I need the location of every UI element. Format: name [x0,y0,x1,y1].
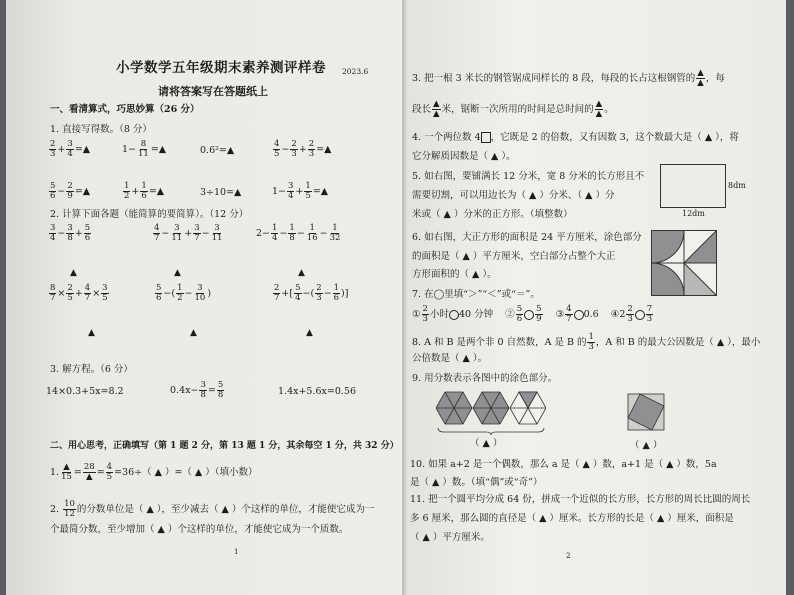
fraction: $\frac{2}{3}$ [316,283,322,303]
fraction: $\frac{1}{3}$ [588,332,594,352]
fraction: $\frac{1}{2}$ [124,181,130,201]
rect-height-label: 8dm [728,181,746,190]
fraction: $\frac{3}{10}$ [194,283,206,303]
fraction: $\frac{5}{4}$ [295,283,301,303]
fraction: $\frac{4}{7}$ [566,304,572,324]
q4-line2: 它分解质因数是（ ▲ ）。 [412,151,516,162]
calc-1: $\frac{2}{3}$ + $\frac{3}{4}$ =▲ [50,139,91,159]
compare-circle [635,310,645,320]
exam-subtitle: 请将答案写在答题纸上 [158,85,268,98]
fraction: $\frac{3}{5}$ [102,283,108,303]
page-number: 1 [234,548,239,556]
fraction: $\frac{7}{3}$ [646,304,653,324]
fraction: $\frac{5}{6}$ [50,181,56,201]
equation-3: 1.4x+5.6x=0.56 [278,386,357,397]
fraction: $\frac{2}{3}$ [50,139,56,159]
q2-heading: 2. 计算下面各题（能简算的要简算）。（12 分） [50,209,249,220]
fraction: $\frac{3}{7}$ [194,223,200,243]
q4-line1: 4. 一个两位数 4 ，它既是 2 的倍数，又有因数 3，这个数最大是（ ▲ ），将 [412,132,739,143]
q6-line3: 方形面积的（ ▲ ）。 [412,269,497,280]
calc-5: $\frac{5}{6}$ − $\frac{2}{9}$ =▲ [50,181,91,201]
fraction: $\frac{3}{8}$ [200,380,206,400]
exam-page-1 [6,0,410,595]
answer-mark: ▲ [70,268,77,278]
q10-line1: 10. 如果 a+2 是一个偶数，那么 a 是（ ▲ ）数，a+1 是（ ▲ ）数，5a [410,459,717,470]
page-crease [402,0,408,595]
fraction: $\frac{4}{7}$ [154,223,160,243]
fraction: $\frac{▲}{15}$ [61,462,72,482]
q1-heading: 1. 直接写得数。（8 分） [50,124,152,135]
calc-4: $\frac{4}{5}$ − $\frac{2}{3}$ + $\frac{2}{3}$ =▲ [274,139,332,159]
answer-mark: ▲ [298,268,305,278]
fraction: $\frac{8}{11}$ [138,139,149,159]
answer-mark: ▲ [190,328,197,338]
q7-heading: 7. 在◯里填“＞”“＜”或“＝”。 [412,289,540,300]
fraction: $\frac{28}{▲}$ [83,462,95,482]
q3-line1: 3. 把一根 3 米长的钢管锯成同样长的 8 段，每段的长占这根钢管的 $\frac{▲}{▲}$ ，每 [412,68,725,88]
fraction: $\frac{1}{6}$ [141,181,147,201]
exam-date: 2023.6 [342,67,369,76]
fraction: $\frac{5}{6}$ [156,283,162,303]
fraction: $\frac{3}{11}$ [211,223,223,243]
calc-7: 3÷10=▲ [200,187,242,198]
q7-items: ① $\frac{2}{3}$ 小时 40 分钟 ② $\frac{5}{6}$ $\frac{5}{9}$ ③ $\frac{4}{7}$ 0.6 ④2 $\frac{2}{3}$ $\frac{7}{3}$ [412,304,653,324]
calc-6: $\frac{1}{2}$ + $\frac{1}{6}$ =▲ [124,181,165,201]
fraction: $\frac{3}{11}$ [171,223,183,243]
blank-box [481,132,491,143]
page-number: 2 [566,552,571,560]
fraction: $\frac{5}{8}$ [217,380,224,400]
compare-circle [574,310,584,320]
q8-line1: 8. A 和 B 是两个非 0 自然数，A 是 B 的 $\frac{1}{3}$ ，A 和 B 的最大公因数是（ ▲ ），最小 [412,332,761,352]
q5-line2: 需要切割，可以用边长为（ ▲ ）分米、（ ▲ ）分 [412,190,615,201]
q9-blank-2: （ ▲ ） [630,440,663,451]
fraction: $\frac{5}{9}$ [536,304,542,324]
answer-mark: ▲ [88,328,95,338]
fraction: $\frac{3}{4}$ [288,181,294,201]
fraction: $\frac{3}{4}$ [67,139,73,159]
q6-line1: 6. 如右图，大正方形的面积是 24 平方厘米，涂色部分 [412,232,642,243]
fraction: $\frac{1}{5}$ [305,181,311,201]
q11-line2: 多 6 厘米，那么圆的直径是（ ▲ ）厘米。长方形的长是（ ▲ ）厘米，面积是 [410,513,734,524]
calc-2-1: $\frac{3}{4}$ − $\frac{3}{8}$ + $\frac{5}{6}$ [50,223,91,243]
section-1-heading: 一、看清算式，巧思妙算（26 分） [50,104,200,115]
fraction: $\frac{1}{8}$ [289,223,295,243]
q10-line2: 是（ ▲ ）数。（填“偶”或“奇”） [410,477,543,488]
calc-2-3: 2− $\frac{1}{4}$ − $\frac{1}{8}$ − $\frac{1}{16}$ − $\frac{1}{32}$ [256,223,341,243]
equation-2: 0.4x− $\frac{3}{8}$ = $\frac{5}{8}$ [170,380,224,400]
square-quarter-circles-figure [651,230,717,296]
calc-2: 1− $\frac{8}{11}$ =▲ [122,139,167,159]
fill-q2-line1: 2. $\frac{10}{12}$ 的分数单位是（ ▲ ），至少减去（ ▲ ）个这样的单位，才能使它成为一 [50,499,375,519]
fraction: $\frac{1}{16}$ [306,223,318,243]
q5-line3: 米或（ ▲ ）分米的正方形。（填整数） [412,209,573,220]
calc-8: 1− $\frac{3}{4}$ + $\frac{1}{5}$ =▲ [272,181,329,201]
fraction: $\frac{▲}{▲}$ [433,99,440,119]
equation-1: 14×0.3+5x=8.2 [46,386,124,397]
fraction: $\frac{1}{32}$ [329,223,341,243]
q9-heading: 9. 用分数表示各图中的涂色部分。 [412,373,558,384]
q5-line1: 5. 如右图，要铺满长 12 分米，宽 8 分米的长方形且不 [412,171,645,182]
compare-circle [449,310,459,320]
answer-mark: ▲ [174,268,181,278]
fraction: $\frac{3}{8}$ [67,223,73,243]
fraction: $\frac{2}{3}$ [627,304,633,324]
rectangle-figure [660,164,726,208]
calc-2-6: $\frac{2}{7}$ +[ $\frac{5}{4}$ −( $\frac{2}{3}$ − $\frac{1}{6}$ )] [274,283,349,303]
square-in-square-figure [626,392,666,432]
calc-2-2: $\frac{4}{7}$ − $\frac{3}{11}$ + $\frac{3}{7}$ − $\frac{3}{11}$ [154,223,223,243]
fraction: $\frac{▲}{▲}$ [697,68,704,88]
compare-circle [524,310,534,320]
fraction: $\frac{4}{7}$ [84,283,91,303]
q3-line2: 段长 $\frac{▲}{▲}$ 米，锯断一次所用的时间是总时间的 $\frac{▲}{▲}$ 。 [412,99,614,119]
fraction: $\frac{8}{7}$ [50,283,56,303]
fraction: $\frac{10}{12}$ [64,499,75,519]
calc-2-5: $\frac{5}{6}$ −( $\frac{1}{2}$ − $\frac{3}{10}$ ) [156,283,212,303]
fraction: $\frac{1}{2}$ [177,283,183,303]
fraction: $\frac{▲}{▲}$ [595,99,603,119]
q11-line1: 11. 把一个圆平均分成 64 份，拼成一个近似的长方形，长方形的周长比圆的周长 [410,494,751,505]
fill-q1: 1. $\frac{▲}{15}$ = $\frac{28}{▲}$ = $\frac{4}{5}$ =36÷（ ▲ ）=（ ▲ ）（填小数） [50,462,258,482]
calc-3: 0.6²=▲ [200,145,235,156]
fraction: $\frac{2}{3}$ [291,139,297,159]
q3-heading: 3. 解方程。（6 分） [50,364,133,375]
fill-q2-line2: 个最简分数，至少增加（ ▲ ）个这样的单位，才能使它成为一个质数。 [50,524,349,535]
hexagons-figure [436,388,546,436]
fraction: $\frac{3}{4}$ [50,223,56,243]
fraction: $\frac{2}{3}$ [422,304,428,324]
fraction: $\frac{4}{5}$ [274,139,280,159]
fraction: $\frac{1}{6}$ [333,283,340,303]
q9-blank-1: （ ▲ ） [470,438,503,449]
fraction: $\frac{2}{9}$ [67,181,73,201]
fraction: $\frac{4}{5}$ [106,462,113,482]
calc-2-4: $\frac{8}{7}$ × $\frac{2}{5}$ + $\frac{4}{7}$ × $\frac{3}{5}$ [50,283,108,303]
fraction: $\frac{1}{4}$ [272,223,278,243]
section-2-heading: 二、用心思考，正确填写（第 1 题 2 分，第 13 题 1 分，其余每空 1 分，共 32 分） [50,441,399,451]
rect-width-label: 12dm [682,209,705,218]
exam-page-2 [404,0,786,595]
answer-mark: ▲ [306,328,313,338]
fraction: $\frac{5}{6}$ [84,223,91,243]
q6-line2: 的面积是（ ▲ ）平方厘米，空白部分占整个大正 [412,251,616,262]
fraction: $\frac{2}{7}$ [274,283,280,303]
q11-line3: （ ▲ ）平方厘米。 [410,532,490,543]
q8-line2: 公倍数是（ ▲ ）。 [412,353,488,364]
fraction: $\frac{2}{3}$ [308,139,315,159]
fraction: $\frac{5}{6}$ [516,304,523,324]
fraction: $\frac{2}{5}$ [67,283,73,303]
exam-title: 小学数学五年级期末素养测评样卷 [116,60,326,76]
